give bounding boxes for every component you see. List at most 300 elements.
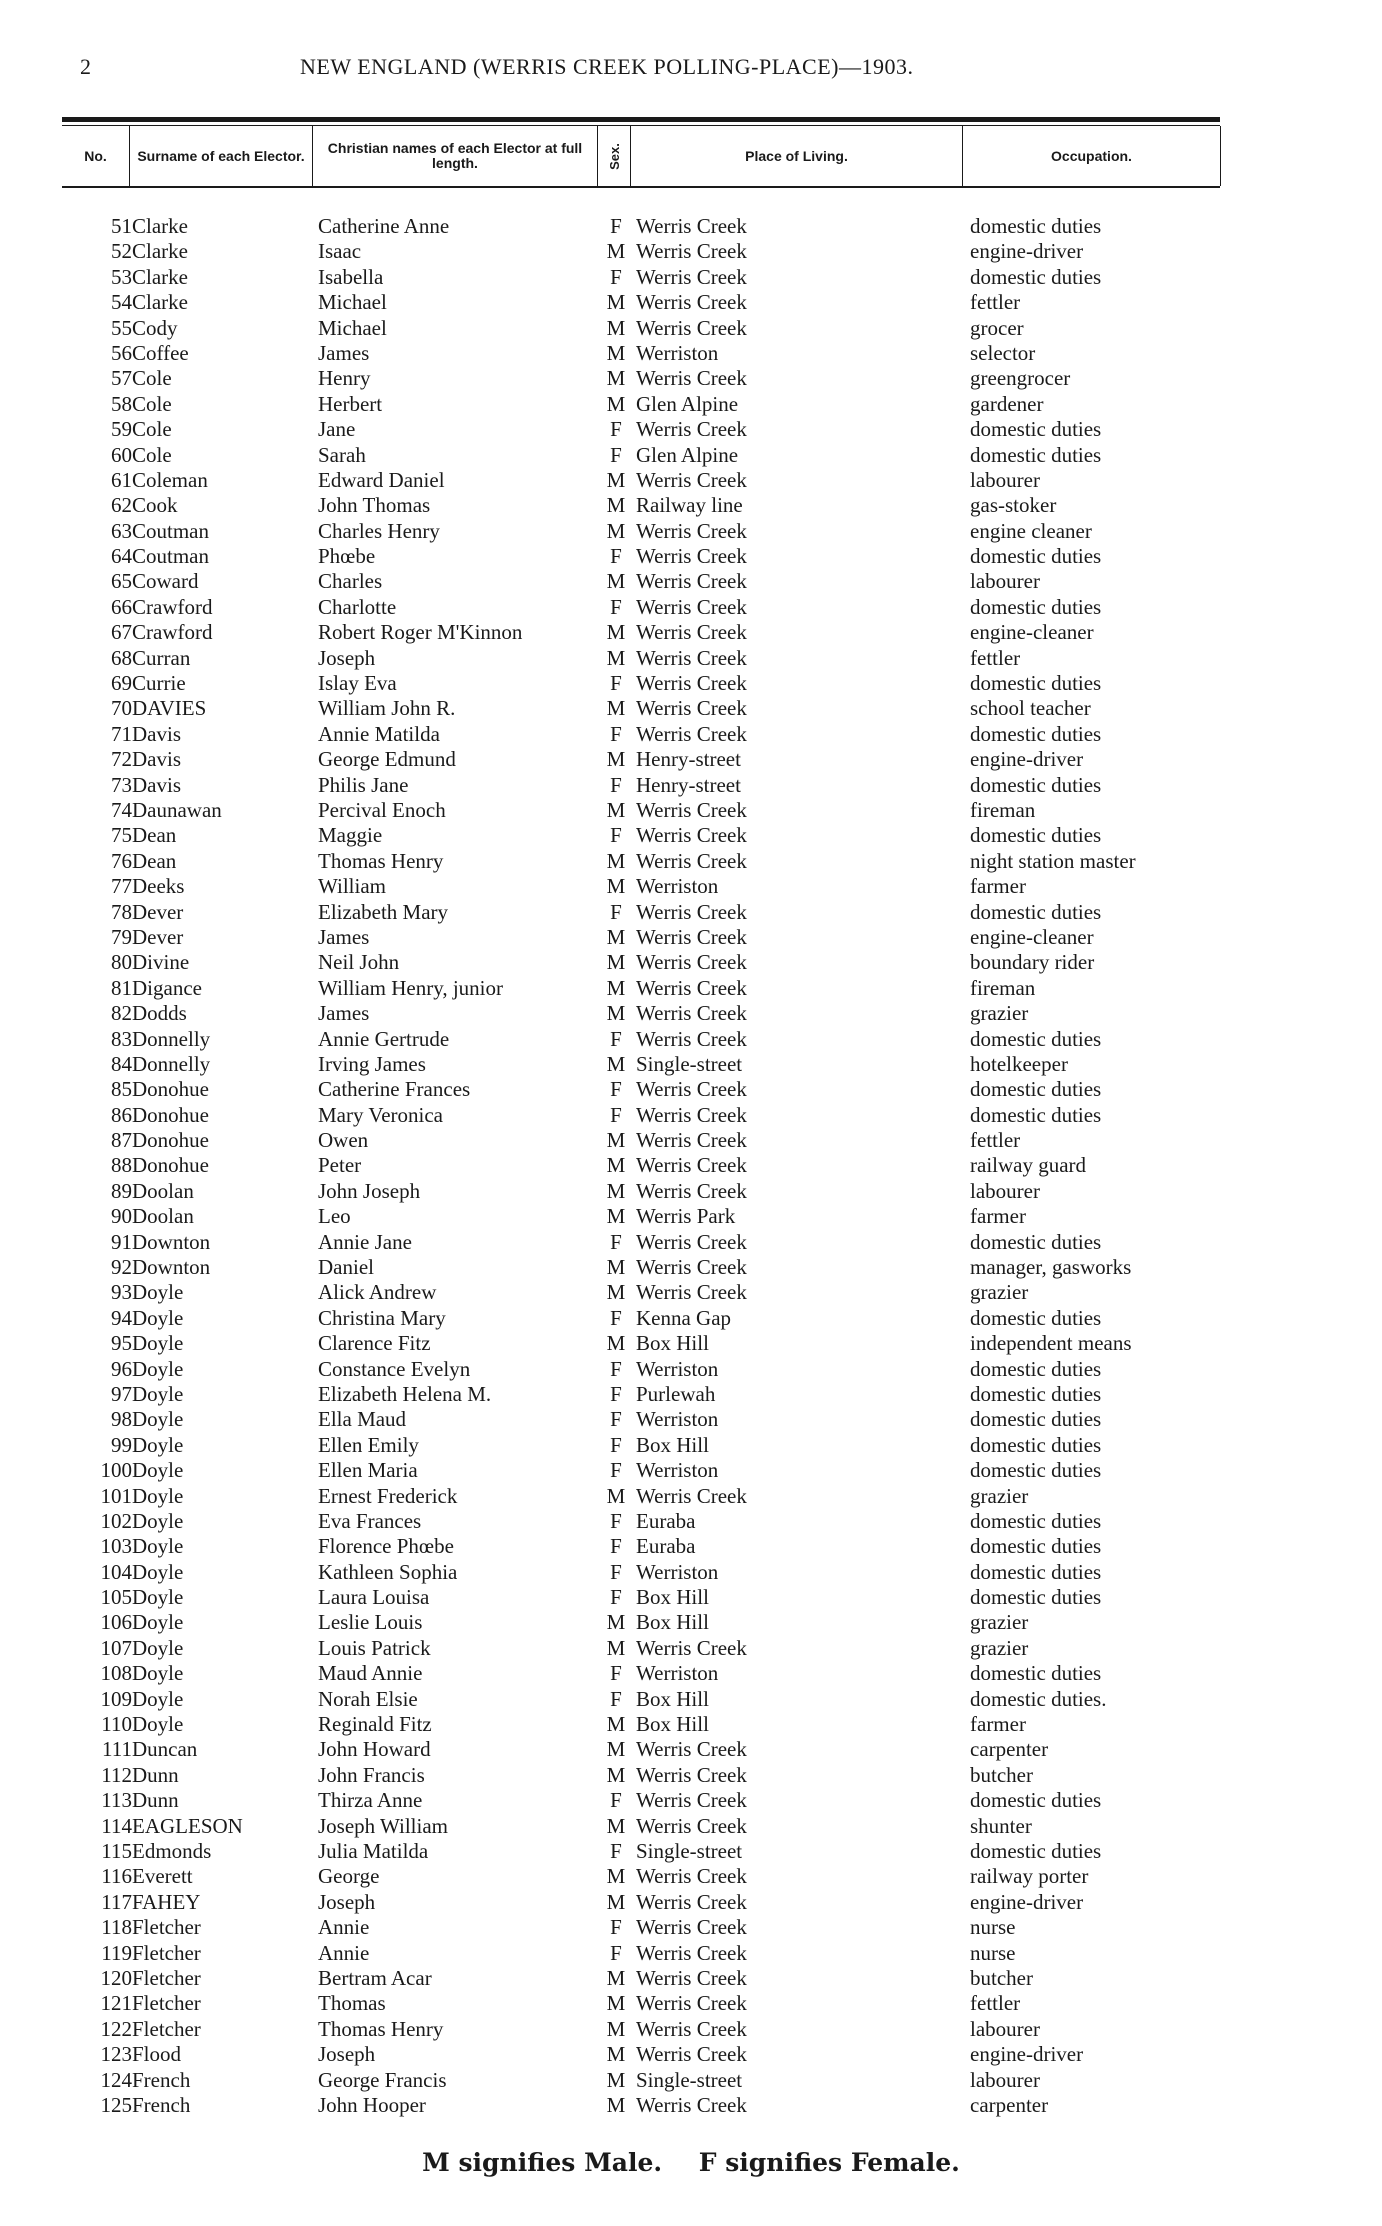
elector-surname: Clarke [132, 264, 188, 289]
elector-sex: F [610, 671, 622, 696]
table-row [0, 519, 1382, 544]
elector-sex: M [606, 340, 626, 365]
elector-occupation: domestic duties [970, 1458, 1102, 1483]
elector-place-of-living: Box Hill [636, 1331, 709, 1356]
elector-place-of-living: Werris Creek [636, 1889, 747, 1914]
table-row [0, 1204, 1382, 1229]
elector-place-of-living: Box Hill [636, 1585, 709, 1610]
elector-occupation: fettler [970, 1128, 1021, 1153]
elector-place-of-living: Werris Creek [636, 848, 747, 873]
elector-surname: Doyle [132, 1508, 184, 1533]
table-row [0, 1534, 1382, 1559]
elector-christian-names: Percival Enoch [318, 797, 446, 822]
elector-number: 105 [100, 1585, 132, 1610]
elector-christian-names: James [318, 924, 370, 949]
elector-sex: M [606, 1712, 626, 1737]
elector-place-of-living: Box Hill [636, 1610, 709, 1635]
column-header-christian-names: Christian names of each Elector at full length. [327, 140, 583, 171]
elector-place-of-living: Werris Creek [636, 1940, 747, 1965]
elector-occupation: domestic duties [970, 1026, 1102, 1051]
elector-sex: F [610, 1839, 622, 1863]
elector-occupation: domestic duties [970, 671, 1102, 696]
elector-christian-names: Eva Frances [318, 1508, 422, 1533]
elector-christian-names: Annie [318, 1940, 370, 1965]
elector-christian-names: Sarah [318, 442, 366, 467]
table-row [0, 239, 1382, 264]
table-row [0, 2017, 1382, 2042]
elector-number: 112 [101, 1762, 132, 1787]
elector-number: 67 [111, 620, 132, 645]
elector-christian-names: Constance Evelyn [318, 1356, 471, 1381]
elector-place-of-living: Werris Creek [636, 1762, 747, 1787]
elector-place-of-living: Werris Creek [636, 797, 747, 822]
table-row [0, 1382, 1382, 1407]
elector-occupation: railway porter [970, 1864, 1089, 1889]
table-row [0, 1280, 1382, 1305]
elector-sex: M [606, 290, 626, 315]
elector-number: 73 [111, 772, 132, 797]
sex-legend [0, 2148, 1382, 2177]
elector-place-of-living: Werris Creek [636, 2042, 747, 2067]
elector-place-of-living: Werris Creek [636, 1813, 747, 1838]
elector-place-of-living: Werris Creek [636, 518, 747, 543]
elector-sex: M [606, 1280, 626, 1305]
elector-occupation: independent means [970, 1331, 1132, 1356]
elector-number: 56 [111, 340, 132, 365]
elector-sex: M [606, 1204, 626, 1229]
elector-number: 85 [111, 1077, 132, 1102]
table-row [0, 1306, 1382, 1331]
elector-place-of-living: Werris Creek [636, 1280, 747, 1305]
legend-male: M signifies Male. [422, 2148, 663, 2177]
elector-surname: Doyle [132, 1712, 184, 1737]
elector-number: 114 [101, 1813, 132, 1838]
elector-number: 111 [102, 1737, 132, 1762]
elector-place-of-living: Werris Creek [636, 1635, 747, 1660]
elector-occupation: domestic duties [970, 1305, 1102, 1330]
elector-sex: M [606, 1635, 626, 1660]
table-row [0, 1153, 1382, 1178]
elector-christian-names: Elizabeth Helena M. [318, 1381, 492, 1406]
elector-place-of-living: Werris Creek [636, 1864, 747, 1889]
elector-sex: M [606, 2042, 626, 2067]
elector-christian-names: Joseph William [318, 1813, 449, 1838]
elector-surname: EAGLESON [132, 1813, 243, 1838]
elector-occupation: nurse [970, 1915, 1016, 1940]
elector-surname: Fletcher [132, 2016, 201, 2041]
elector-number: 108 [100, 1661, 132, 1686]
elector-christian-names: Catherine Frances [318, 1077, 471, 1102]
elector-surname: Fletcher [132, 1991, 201, 2016]
elector-number: 120 [100, 1965, 132, 1990]
elector-place-of-living: Werris Creek [636, 1026, 747, 1051]
elector-number: 62 [111, 493, 132, 518]
elector-place-of-living: Box Hill [636, 1686, 709, 1711]
elector-place-of-living: Werris Creek [636, 721, 747, 746]
elector-place-of-living: Werris Creek [636, 1737, 747, 1762]
elector-number: 77 [111, 874, 132, 899]
elector-surname: Clarke [132, 290, 188, 315]
table-row [0, 823, 1382, 848]
elector-christian-names: Thirza Anne [318, 1788, 423, 1813]
elector-occupation: fireman [970, 797, 1036, 822]
elector-christian-names: Neil John [318, 950, 400, 975]
elector-christian-names: John Joseph [318, 1178, 421, 1203]
elector-sex: M [606, 1864, 626, 1889]
elector-number: 116 [101, 1864, 132, 1889]
elector-surname: Doyle [132, 1534, 184, 1559]
elector-surname: Doyle [132, 1458, 184, 1483]
elector-occupation: labourer [970, 2067, 1040, 2092]
elector-occupation: grazier [970, 1280, 1029, 1305]
elector-christian-names: John Thomas [318, 493, 431, 518]
elector-place-of-living: Werriston [636, 1559, 719, 1584]
elector-occupation: farmer [970, 1712, 1026, 1737]
elector-occupation: butcher [970, 1762, 1033, 1787]
elector-surname: Donnelly [132, 1026, 211, 1051]
elector-occupation: nurse [970, 1940, 1016, 1965]
elector-number: 100 [100, 1458, 132, 1483]
elector-sex: F [610, 594, 622, 619]
table-row [0, 1357, 1382, 1382]
elector-surname: Currie [132, 671, 186, 696]
table-row [0, 2068, 1382, 2093]
elector-list [0, 214, 1382, 2118]
page-number: 2 [80, 54, 91, 79]
elector-occupation: domestic duties [970, 1102, 1102, 1127]
elector-occupation: domestic duties [970, 264, 1102, 289]
elector-number: 94 [111, 1305, 132, 1330]
table-row [0, 1458, 1382, 1483]
table-row [0, 925, 1382, 950]
elector-surname: Doyle [132, 1661, 184, 1686]
elector-surname: Davis [132, 721, 181, 746]
elector-number: 106 [100, 1610, 132, 1635]
table-row [0, 1103, 1382, 1128]
elector-number: 82 [111, 1001, 132, 1026]
table-row [0, 316, 1382, 341]
table-row [0, 747, 1382, 772]
table-row [0, 874, 1382, 899]
table-row [0, 1610, 1382, 1635]
elector-number: 115 [101, 1839, 132, 1863]
elector-occupation: gardener [970, 391, 1044, 416]
elector-surname: French [132, 2092, 191, 2117]
elector-surname: Cole [132, 366, 172, 391]
elector-sex: M [606, 1762, 626, 1787]
elector-christian-names: Reginald Fitz [318, 1712, 432, 1737]
elector-surname: Coward [132, 569, 199, 594]
elector-surname: Doyle [132, 1686, 184, 1711]
elector-occupation: engine cleaner [970, 518, 1092, 543]
table-row [0, 1941, 1382, 1966]
elector-occupation: domestic duties [970, 1559, 1102, 1584]
elector-occupation: grazier [970, 1001, 1029, 1026]
elector-number: 80 [111, 950, 132, 975]
elector-occupation: carpenter [970, 1737, 1049, 1762]
elector-place-of-living: Glen Alpine [636, 442, 739, 467]
elector-christian-names: Thomas [318, 1991, 386, 2016]
elector-number: 109 [100, 1686, 132, 1711]
elector-surname: Downton [132, 1229, 211, 1254]
elector-sex: M [606, 2016, 626, 2041]
table-row [0, 1636, 1382, 1661]
elector-occupation: greengrocer [970, 366, 1071, 391]
elector-sex: F [610, 442, 622, 467]
elector-sex: M [606, 797, 626, 822]
elector-surname: Fletcher [132, 1965, 201, 1990]
elector-place-of-living: Werris Creek [636, 417, 747, 442]
elector-occupation: engine-driver [970, 1889, 1084, 1914]
elector-sex: M [606, 239, 626, 264]
elector-christian-names: Michael [318, 315, 387, 340]
elector-place-of-living: Werris Creek [636, 1178, 747, 1203]
column-divider [1220, 126, 1221, 186]
table-row [0, 798, 1382, 823]
elector-place-of-living: Euraba [636, 1508, 696, 1533]
elector-number: 89 [111, 1178, 132, 1203]
elector-place-of-living: Werris Creek [636, 1788, 747, 1813]
elector-surname: Cole [132, 391, 172, 416]
elector-number: 88 [111, 1153, 132, 1178]
elector-christian-names: Philis Jane [318, 772, 409, 797]
elector-place-of-living: Werriston [636, 1407, 719, 1432]
table-row [0, 671, 1382, 696]
elector-christian-names: Isaac [318, 239, 362, 264]
elector-number: 121 [100, 1991, 132, 2016]
elector-place-of-living: Werris Creek [636, 1991, 747, 2016]
table-row [0, 1763, 1382, 1788]
elector-sex: F [610, 1508, 622, 1533]
elector-sex: M [606, 493, 626, 518]
elector-christian-names: Laura Louisa [318, 1585, 430, 1610]
elector-surname: Cole [132, 442, 172, 467]
elector-sex: M [606, 1991, 626, 2016]
elector-sex: M [606, 620, 626, 645]
elector-christian-names: Annie Gertrude [318, 1026, 450, 1051]
elector-number: 118 [101, 1915, 132, 1940]
table-row [0, 1839, 1382, 1864]
elector-place-of-living: Werris Creek [636, 594, 747, 619]
elector-christian-names: Joseph [318, 645, 376, 670]
elector-occupation: fettler [970, 1991, 1021, 2016]
elector-sex: M [606, 924, 626, 949]
table-row [0, 595, 1382, 620]
elector-sex: M [606, 518, 626, 543]
elector-place-of-living: Werris Creek [636, 315, 747, 340]
elector-christian-names: Henry [318, 366, 371, 391]
elector-surname: Donohue [132, 1128, 209, 1153]
elector-christian-names: Daniel [318, 1255, 374, 1280]
table-row [0, 696, 1382, 721]
table-row [0, 1331, 1382, 1356]
column-header-occupation: Occupation. [1051, 147, 1132, 164]
elector-place-of-living: Werris Creek [636, 950, 747, 975]
elector-number: 72 [111, 747, 132, 772]
elector-number: 92 [111, 1255, 132, 1280]
elector-number: 91 [111, 1229, 132, 1254]
elector-place-of-living: Henry-street [636, 747, 741, 772]
table-row [0, 2093, 1382, 2118]
table-row [0, 849, 1382, 874]
elector-occupation: grazier [970, 1635, 1029, 1660]
table-row [0, 1230, 1382, 1255]
elector-occupation: domestic duties [970, 899, 1102, 924]
elector-surname: Doyle [132, 1432, 184, 1457]
header-bottom-rule [62, 186, 1220, 188]
elector-occupation: fettler [970, 645, 1021, 670]
table-row [0, 1661, 1382, 1686]
elector-christian-names: Owen [318, 1128, 369, 1153]
elector-place-of-living: Werriston [636, 340, 719, 365]
elector-surname: Coutman [132, 544, 209, 569]
elector-sex: M [606, 1001, 626, 1026]
elector-place-of-living: Werris Creek [636, 620, 747, 645]
elector-number: 76 [111, 848, 132, 873]
elector-surname: Doyle [132, 1280, 184, 1305]
elector-number: 117 [101, 1889, 132, 1914]
elector-number: 61 [111, 467, 132, 492]
elector-place-of-living: Werriston [636, 1458, 719, 1483]
elector-sex: M [606, 1051, 626, 1076]
elector-christian-names: Annie Jane [318, 1229, 412, 1254]
elector-number: 65 [111, 569, 132, 594]
column-header-no: No. [84, 147, 107, 164]
elector-place-of-living: Henry-street [636, 772, 741, 797]
elector-occupation: selector [970, 340, 1036, 365]
elector-number: 60 [111, 442, 132, 467]
elector-sex: M [606, 2092, 626, 2117]
elector-surname: Clarke [132, 239, 188, 264]
elector-sex: F [610, 1356, 622, 1381]
elector-christian-names: Maggie [318, 823, 383, 848]
elector-number: 90 [111, 1204, 132, 1229]
table-row [0, 1128, 1382, 1153]
elector-christian-names: George Francis [318, 2067, 447, 2092]
elector-number: 59 [111, 417, 132, 442]
elector-occupation: hotelkeeper [970, 1051, 1068, 1076]
elector-christian-names: John Francis [318, 1762, 425, 1787]
elector-christian-names: Joseph [318, 1889, 376, 1914]
elector-sex: M [606, 1178, 626, 1203]
elector-number: 104 [100, 1559, 132, 1584]
elector-number: 113 [101, 1788, 132, 1813]
table-row [0, 468, 1382, 493]
elector-place-of-living: Werris Creek [636, 1077, 747, 1102]
elector-place-of-living: Werris Creek [636, 366, 747, 391]
table-row [0, 1077, 1382, 1102]
header-top-rule [62, 117, 1220, 122]
elector-christian-names: Christina Mary [318, 1305, 446, 1330]
column-header-place: Place of Living. [745, 147, 848, 164]
elector-christian-names: George Edmund [318, 747, 456, 772]
elector-occupation: domestic duties [970, 1229, 1102, 1254]
elector-place-of-living: Werris Creek [636, 696, 747, 721]
elector-occupation: farmer [970, 874, 1026, 899]
elector-christian-names: Leo [318, 1204, 351, 1229]
elector-place-of-living: Werris Creek [636, 671, 747, 696]
elector-occupation: domestic duties [970, 1508, 1102, 1533]
elector-number: 97 [111, 1381, 132, 1406]
elector-place-of-living: Werris Creek [636, 823, 747, 848]
elector-place-of-living: Werris Creek [636, 1001, 747, 1026]
elector-christian-names: James [318, 1001, 370, 1026]
elector-number: 58 [111, 391, 132, 416]
elector-surname: Crawford [132, 594, 213, 619]
legend-female: F signifies Female. [698, 2148, 960, 2177]
elector-christian-names: Catherine Anne [318, 214, 450, 238]
table-row [0, 976, 1382, 1001]
elector-christian-names: Bertram Acar [318, 1965, 432, 1990]
table-row [0, 417, 1382, 442]
elector-surname: Flood [132, 2042, 182, 2067]
elector-surname: Fletcher [132, 1915, 201, 1940]
elector-sex: M [606, 1128, 626, 1153]
elector-sex: M [606, 1153, 626, 1178]
elector-surname: Doyle [132, 1610, 184, 1635]
table-row [0, 646, 1382, 671]
elector-surname: Donohue [132, 1077, 209, 1102]
elector-number: 96 [111, 1356, 132, 1381]
elector-sex: M [606, 950, 626, 975]
elector-number: 55 [111, 315, 132, 340]
table-row [0, 544, 1382, 569]
elector-surname: Donohue [132, 1153, 209, 1178]
elector-occupation: domestic duties [970, 1839, 1102, 1863]
elector-sex: M [606, 874, 626, 899]
elector-christian-names: Norah Elsie [318, 1686, 418, 1711]
elector-occupation: domestic duties [970, 214, 1102, 238]
elector-occupation: school teacher [970, 696, 1091, 721]
elector-sex: M [606, 467, 626, 492]
elector-surname: Dean [132, 823, 177, 848]
elector-christian-names: Irving James [318, 1051, 426, 1076]
elector-christian-names: Kathleen Sophia [318, 1559, 458, 1584]
elector-surname: Doolan [132, 1178, 194, 1203]
elector-number: 93 [111, 1280, 132, 1305]
elector-place-of-living: Single-street [636, 2067, 743, 2092]
table-row [0, 1255, 1382, 1280]
elector-christian-names: Herbert [318, 391, 383, 416]
elector-christian-names: Annie [318, 1915, 370, 1940]
elector-sex: F [610, 1585, 622, 1610]
elector-number: 102 [100, 1508, 132, 1533]
elector-surname: Dean [132, 848, 177, 873]
elector-occupation: engine-driver [970, 239, 1084, 264]
elector-number: 57 [111, 366, 132, 391]
elector-place-of-living: Werris Creek [636, 645, 747, 670]
elector-sex: F [610, 772, 622, 797]
elector-sex: F [610, 1915, 622, 1940]
elector-sex: M [606, 975, 626, 1000]
table-row [0, 341, 1382, 366]
elector-place-of-living: Werris Creek [636, 290, 747, 315]
column-header-sex [598, 128, 630, 184]
elector-sex: M [606, 1255, 626, 1280]
elector-surname: Doyle [132, 1305, 184, 1330]
elector-occupation: labourer [970, 569, 1040, 594]
table-row [0, 950, 1382, 975]
elector-sex: F [610, 1026, 622, 1051]
table-row [0, 290, 1382, 315]
elector-place-of-living: Railway line [636, 493, 743, 518]
elector-place-of-living: Single-street [636, 1051, 743, 1076]
elector-place-of-living: Glen Alpine [636, 391, 739, 416]
elector-sex: M [606, 1331, 626, 1356]
elector-surname: FAHEY [132, 1889, 201, 1914]
elector-number: 87 [111, 1128, 132, 1153]
elector-occupation: domestic duties [970, 1432, 1102, 1457]
